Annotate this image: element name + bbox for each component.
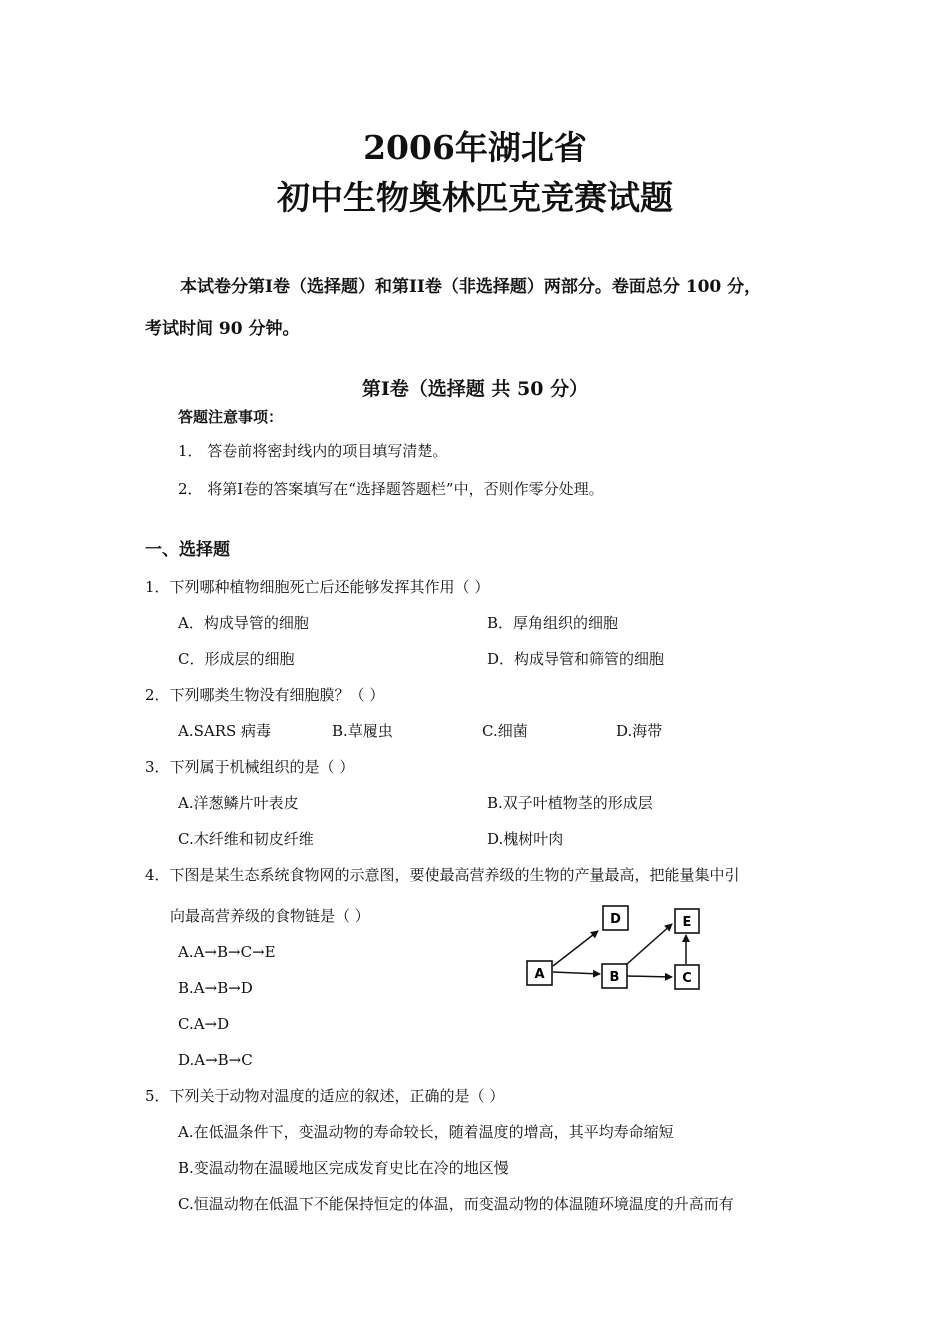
question-stem: 3．下列属于机械组织的是（ ） (145, 758, 355, 776)
question-option: B.草履虫 (332, 722, 393, 740)
question-option: C.木纤维和韧皮纤维 (178, 830, 314, 848)
question-option: D.海带 (616, 722, 663, 740)
node-a-label: A (534, 967, 545, 982)
question-option: B．厚角组织的细胞 (487, 614, 619, 632)
node-e (675, 909, 699, 933)
intro-line2: 考试时间 90 分钟。 (145, 319, 300, 339)
question-stem-continued: 向最高营养级的食物链是（ ） (170, 907, 370, 925)
question-option: A．构成导管的细胞 (178, 614, 309, 632)
exam-title-line1: 2006年湖北省 (363, 128, 587, 167)
notes-heading: 答题注意事项： (178, 408, 284, 426)
section-heading: 一、选择题 (145, 540, 230, 560)
question-option: C.A→D (178, 1015, 230, 1033)
node-e-label: E (682, 915, 692, 930)
note-item: 1． 答卷前将密封线内的项目填写清楚。 (178, 442, 448, 460)
node-c-label: C (682, 971, 692, 986)
question-option: D.槐树叶肉 (487, 830, 564, 848)
note-item: 2． 将第I卷的答案填写在“选择题答题栏”中，否则作零分处理。 (178, 480, 604, 498)
question-option: A.洋葱鳞片叶表皮 (178, 794, 299, 812)
question-stem: 5．下列关于动物对温度的适应的叙述，正确的是（ ） (145, 1087, 505, 1105)
question-option: B.变温动物在温暖地区完成发育史比在冷的地区慢 (178, 1159, 509, 1177)
arrow-a-to-d (553, 931, 598, 966)
part1-title: 第I卷（选择题 共 50 分） (361, 378, 589, 400)
question-option: A.A→B→C→E (178, 943, 276, 961)
node-d-label: D (610, 912, 621, 927)
question-stem: 2．下列哪类生物没有细胞膜？（ ） (145, 686, 385, 704)
node-d (603, 906, 628, 930)
question-option: D．构成导管和筛管的细胞 (487, 650, 665, 668)
question-option: A.SARS 病毒 (178, 722, 272, 740)
node-b (602, 964, 627, 988)
question-option: C.细菌 (482, 722, 528, 740)
question-stem: 4．下图是某生态系统食物网的示意图，要使最高营养级的生物的产量最高，把能量集中引 (145, 866, 740, 884)
question-option: C．形成层的细胞 (178, 650, 295, 668)
node-b-label: B (609, 970, 620, 985)
arrow-b-to-e (627, 924, 672, 964)
question-stem: 1．下列哪种植物细胞死亡后还能够发挥其作用（ ） (145, 578, 490, 596)
exam-title-line2: 初中生物奥林匹克竞赛试题 (277, 178, 673, 217)
arrow-a-to-b (553, 972, 600, 974)
question-option: C.恒温动物在低温下不能保持恒定的体温，而变温动物的体温随环境温度的升高而有 (178, 1195, 734, 1213)
arrow-b-to-c (627, 976, 672, 977)
node-a (527, 961, 552, 985)
question-option: D.A→B→C (178, 1051, 253, 1069)
intro-line1: 本试卷分第I卷（选择题）和第II卷（非选择题）两部分。卷面总分 100 分， (180, 277, 762, 297)
node-c (675, 965, 699, 989)
food-web-diagram (520, 898, 710, 998)
question-option: A.在低温条件下，变温动物的寿命较长，随着温度的增高，其平均寿命缩短 (178, 1123, 674, 1141)
question-option: B.A→B→D (178, 979, 253, 997)
question-option: B.双子叶植物茎的形成层 (487, 794, 653, 812)
